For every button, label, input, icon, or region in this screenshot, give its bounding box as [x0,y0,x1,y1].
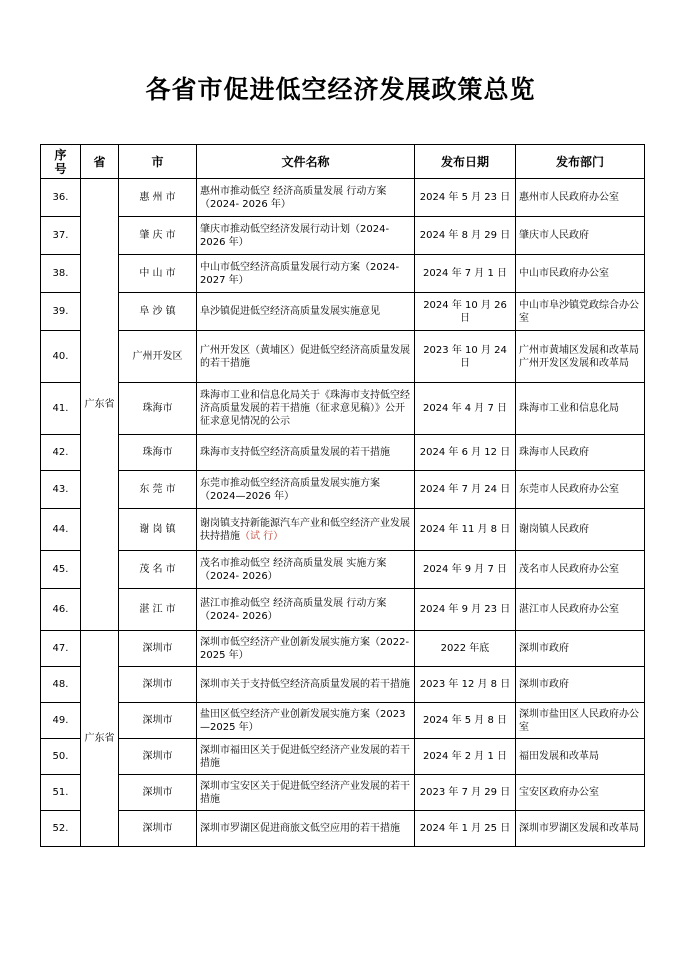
document-name: 深圳市低空经济产业创新发展实施方案（2022-2025 年） [200,636,410,661]
document-name-note: （试 行） [240,530,284,542]
publisher-cell: 深圳市政府 [516,667,645,703]
document-name-cell [197,739,415,775]
city-cell: 深圳市 [119,739,197,775]
publish-date-cell: 2023 年 7 月 29 日 [415,775,516,811]
city-cell: 谢 岗 镇 [119,509,197,551]
city-cell: 深圳市 [119,811,197,847]
document-name: 深圳市关于支持低空经济高质量发展的若干措施 [200,679,410,690]
document-name: 珠海市工业和信息化局关于《珠海市支持低空经济高质量发展的若干措施（征求意见稿）》公开征求意见情况的公示 [200,390,410,427]
document-name: 湛江市推动低空 经济高质量发展 行动方案（2024- 2026） [200,597,387,622]
document-name-cell [197,255,415,293]
publisher-cell: 东莞市人民政府办公室 [516,471,645,509]
row-number: 45. [41,551,81,589]
table-row [41,383,645,435]
row-number: 52. [41,811,81,847]
city-cell: 阜 沙 镇 [119,293,197,331]
city-cell: 深圳市 [119,631,197,667]
city-cell: 深圳市 [119,775,197,811]
publisher-cell: 茂名市人民政府办公室 [516,551,645,589]
row-number: 43. [41,471,81,509]
city-cell: 深圳市 [119,703,197,739]
document-name: 盐田区低空经济产业创新发展实施方案（2023—2025 年） [200,708,406,733]
publish-date-cell: 2024 年 2 月 1 日 [415,739,516,775]
document-name-cell [197,551,415,589]
city-cell: 肇 庆 市 [119,217,197,255]
publish-date-cell: 2024 年 11 月 8 日 [415,509,516,551]
province-cell: 广东省 [81,179,119,631]
row-number: 49. [41,703,81,739]
city-cell: 珠海市 [119,383,197,435]
table-row [41,509,645,551]
header-city: 市 [119,145,197,179]
header-name: 文件名称 [197,145,415,179]
document-name-cell [197,471,415,509]
table-row [41,775,645,811]
publish-date-cell: 2024 年 5 月 8 日 [415,703,516,739]
document-title: 各省市促进低空经济发展政策总览 [145,75,536,104]
document-name-cell [197,217,415,255]
publisher-cell: 中山市民政府办公室 [516,255,645,293]
header-dept: 发布部门 [516,145,645,179]
province-cell: 广东省 [81,631,119,847]
publish-date-cell: 2024 年 1 月 25 日 [415,811,516,847]
row-number: 40. [41,331,81,383]
publisher-cell: 中山市阜沙镇党政综合办公室 [516,293,645,331]
document-name-cell [197,435,415,471]
table-row [41,631,645,667]
publish-date-cell: 2024 年 6 月 12 日 [415,435,516,471]
document-name: 茂名市推动低空 经济高质量发展 实施方案（2024- 2026） [200,557,387,582]
document-name: 中山市低空经济高质量发展行动方案（2024-2027 年） [200,261,400,286]
table-row [41,551,645,589]
document-name: 广州开发区（黄埔区）促进低空经济高质量发展的若干措施 [200,344,410,369]
table-row [41,179,645,217]
table-row [41,331,645,383]
row-number: 39. [41,293,81,331]
document-name-cell [197,775,415,811]
table-row [41,739,645,775]
document-name: 深圳市罗湖区促进商旅文低空应用的若干措施 [200,823,400,834]
document-name: 深圳市宝安区关于促进低空经济产业发展的若干措施 [200,780,410,805]
city-cell: 深圳市 [119,667,197,703]
document-name: 谢岗镇支持新能源汽车产业和低空经济产业发展扶持措施 [200,517,410,542]
document-name: 阜沙镇促进低空经济高质量发展实施意见 [200,306,380,317]
row-number: 46. [41,589,81,631]
city-cell: 惠 州 市 [119,179,197,217]
document-name: 惠州市推动低空 经济高质量发展 行动方案（2024- 2026 年） [200,185,387,210]
publish-date-cell: 2024 年 4 月 7 日 [415,383,516,435]
row-number: 38. [41,255,81,293]
document-name-cell [197,703,415,739]
document-name: 珠海市支持低空经济高质量发展的若干措施 [200,447,390,458]
document-name-cell [197,667,415,703]
publish-date-cell: 2022 年底 [415,631,516,667]
row-number: 48. [41,667,81,703]
publish-date-cell: 2023 年 10 月 24 日 [415,331,516,383]
row-number: 50. [41,739,81,775]
city-cell: 中 山 市 [119,255,197,293]
publish-date-cell: 2024 年 7 月 1 日 [415,255,516,293]
publisher-cell: 深圳市罗湖区发展和改革局 [516,811,645,847]
table-row [41,435,645,471]
table-row [41,255,645,293]
table-row [41,471,645,509]
publisher-cell: 肇庆市人民政府 [516,217,645,255]
publisher-cell: 深圳市政府 [516,631,645,667]
city-cell: 广州开发区 [119,331,197,383]
publisher-cell: 珠海市工业和信息化局 [516,383,645,435]
table-row [41,703,645,739]
publisher-cell: 珠海市人民政府 [516,435,645,471]
document-name-cell [197,509,415,551]
publisher-cell: 深圳市盐田区人民政府办公室 [516,703,645,739]
header-province: 省 [81,145,119,179]
row-number: 37. [41,217,81,255]
row-number: 41. [41,383,81,435]
document-name-cell [197,331,415,383]
city-cell: 东 莞 市 [119,471,197,509]
publisher-cell: 湛江市人民政府办公室 [516,589,645,631]
publish-date-cell: 2024 年 9 月 23 日 [415,589,516,631]
row-number: 42. [41,435,81,471]
document-name-cell [197,589,415,631]
table-row [41,667,645,703]
row-number: 51. [41,775,81,811]
publish-date-cell: 2023 年 12 月 8 日 [415,667,516,703]
table-row [41,811,645,847]
document-name: 深圳市福田区关于促进低空经济产业发展的若干措施 [200,744,410,769]
row-number: 44. [41,509,81,551]
publisher-cell: 惠州市人民政府办公室 [516,179,645,217]
city-cell: 茂 名 市 [119,551,197,589]
publish-date-cell: 2024 年 9 月 7 日 [415,551,516,589]
city-cell: 珠海市 [119,435,197,471]
publisher-cell: 广州市黄埔区发展和改革局 广州开发区发展和改革局 [516,331,645,383]
document-name: 肇庆市推动低空经济发展行动计划（2024- 2026 年） [200,223,390,248]
table-row [41,293,645,331]
table-row [41,217,645,255]
policy-table [40,144,645,847]
document-name-cell [197,293,415,331]
publish-date-cell: 2024 年 8 月 29 日 [415,217,516,255]
row-number: 47. [41,631,81,667]
publisher-cell: 福田发展和改革局 [516,739,645,775]
table-row [41,589,645,631]
publish-date-cell: 2024 年 5 月 23 日 [415,179,516,217]
header-row [41,145,645,179]
city-cell: 湛 江 市 [119,589,197,631]
header-date: 发布日期 [415,145,516,179]
document-name-cell [197,179,415,217]
header-no: 序号 [41,145,81,179]
document-name-cell [197,811,415,847]
publish-date-cell: 2024 年 10 月 26 日 [415,293,516,331]
document-name: 东莞市推动低空经济高质量发展实施方案（2024—2026 年） [200,477,380,502]
document-name-cell [197,631,415,667]
document-name-cell [197,383,415,435]
publish-date-cell: 2024 年 7 月 24 日 [415,471,516,509]
publisher-cell: 谢岗镇人民政府 [516,509,645,551]
publisher-cell: 宝安区政府办公室 [516,775,645,811]
row-number: 36. [41,179,81,217]
